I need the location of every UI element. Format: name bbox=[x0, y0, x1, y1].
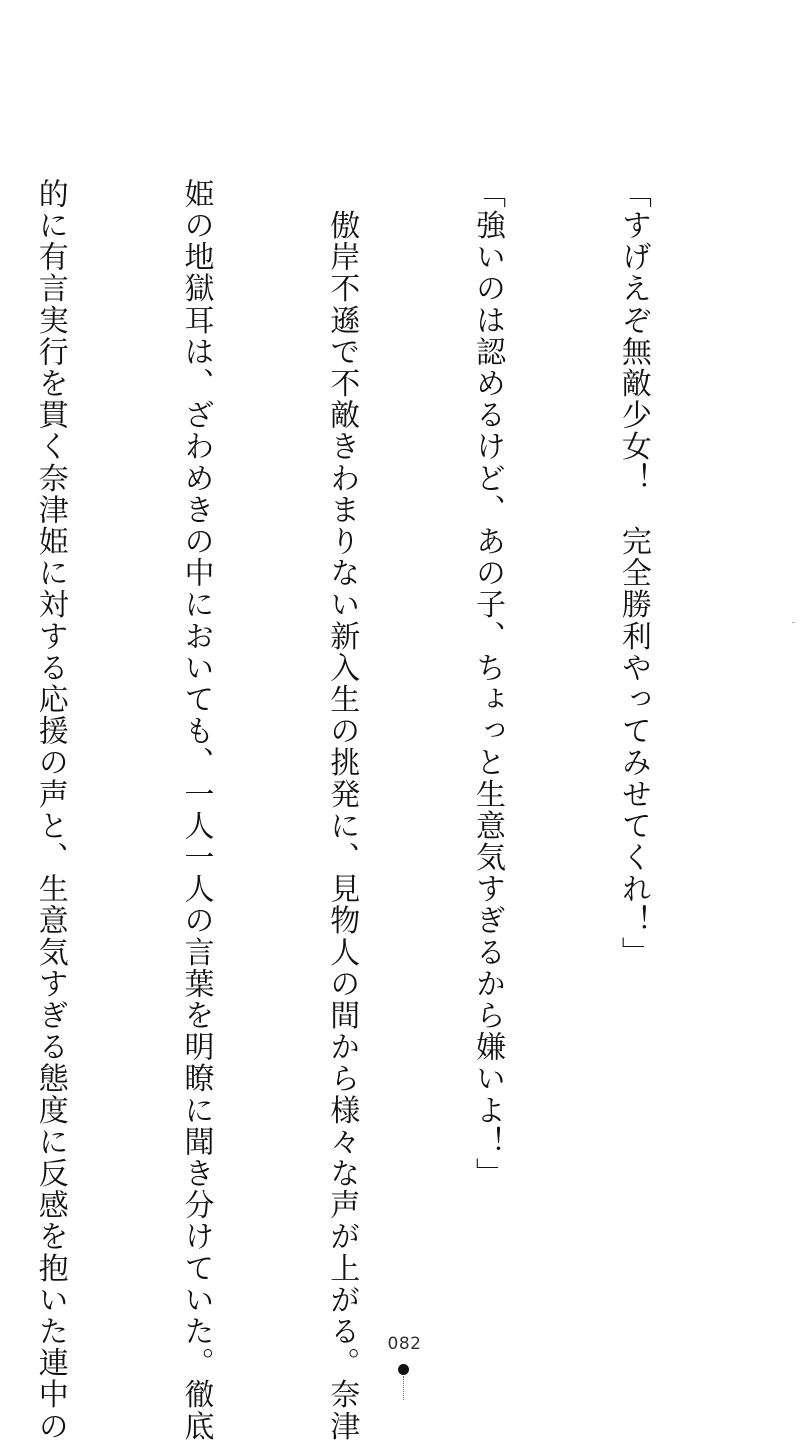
page-marker-dotted-line bbox=[403, 1376, 404, 1400]
text-line: 姫の地獄耳は、ざわめきの中においても、一人一人の言葉を明瞭に聞き分けていた。徹底 bbox=[178, 178, 214, 1442]
text-line: 「強いのは認めるけど、あの子、ちょっと生意気すぎるから嫌いよ！」 bbox=[470, 178, 506, 1190]
text-line: 的に有言実行を貫く奈津姫に対する応援の声と、生意気すぎる態度に反感を抱いた連中の bbox=[32, 178, 68, 1442]
page-number: 082 bbox=[387, 1334, 422, 1354]
page-marker-dot bbox=[398, 1364, 409, 1375]
scan-mark bbox=[792, 622, 795, 623]
text-line: 「すげえぞ無敵少女！ 完全勝利やってみせてくれ！」 bbox=[615, 178, 651, 968]
text-line: 傲岸不遜で不敵きわまりない新入生の挑発に、見物人の間から様々な声が上がる。奈津 bbox=[324, 178, 360, 1442]
